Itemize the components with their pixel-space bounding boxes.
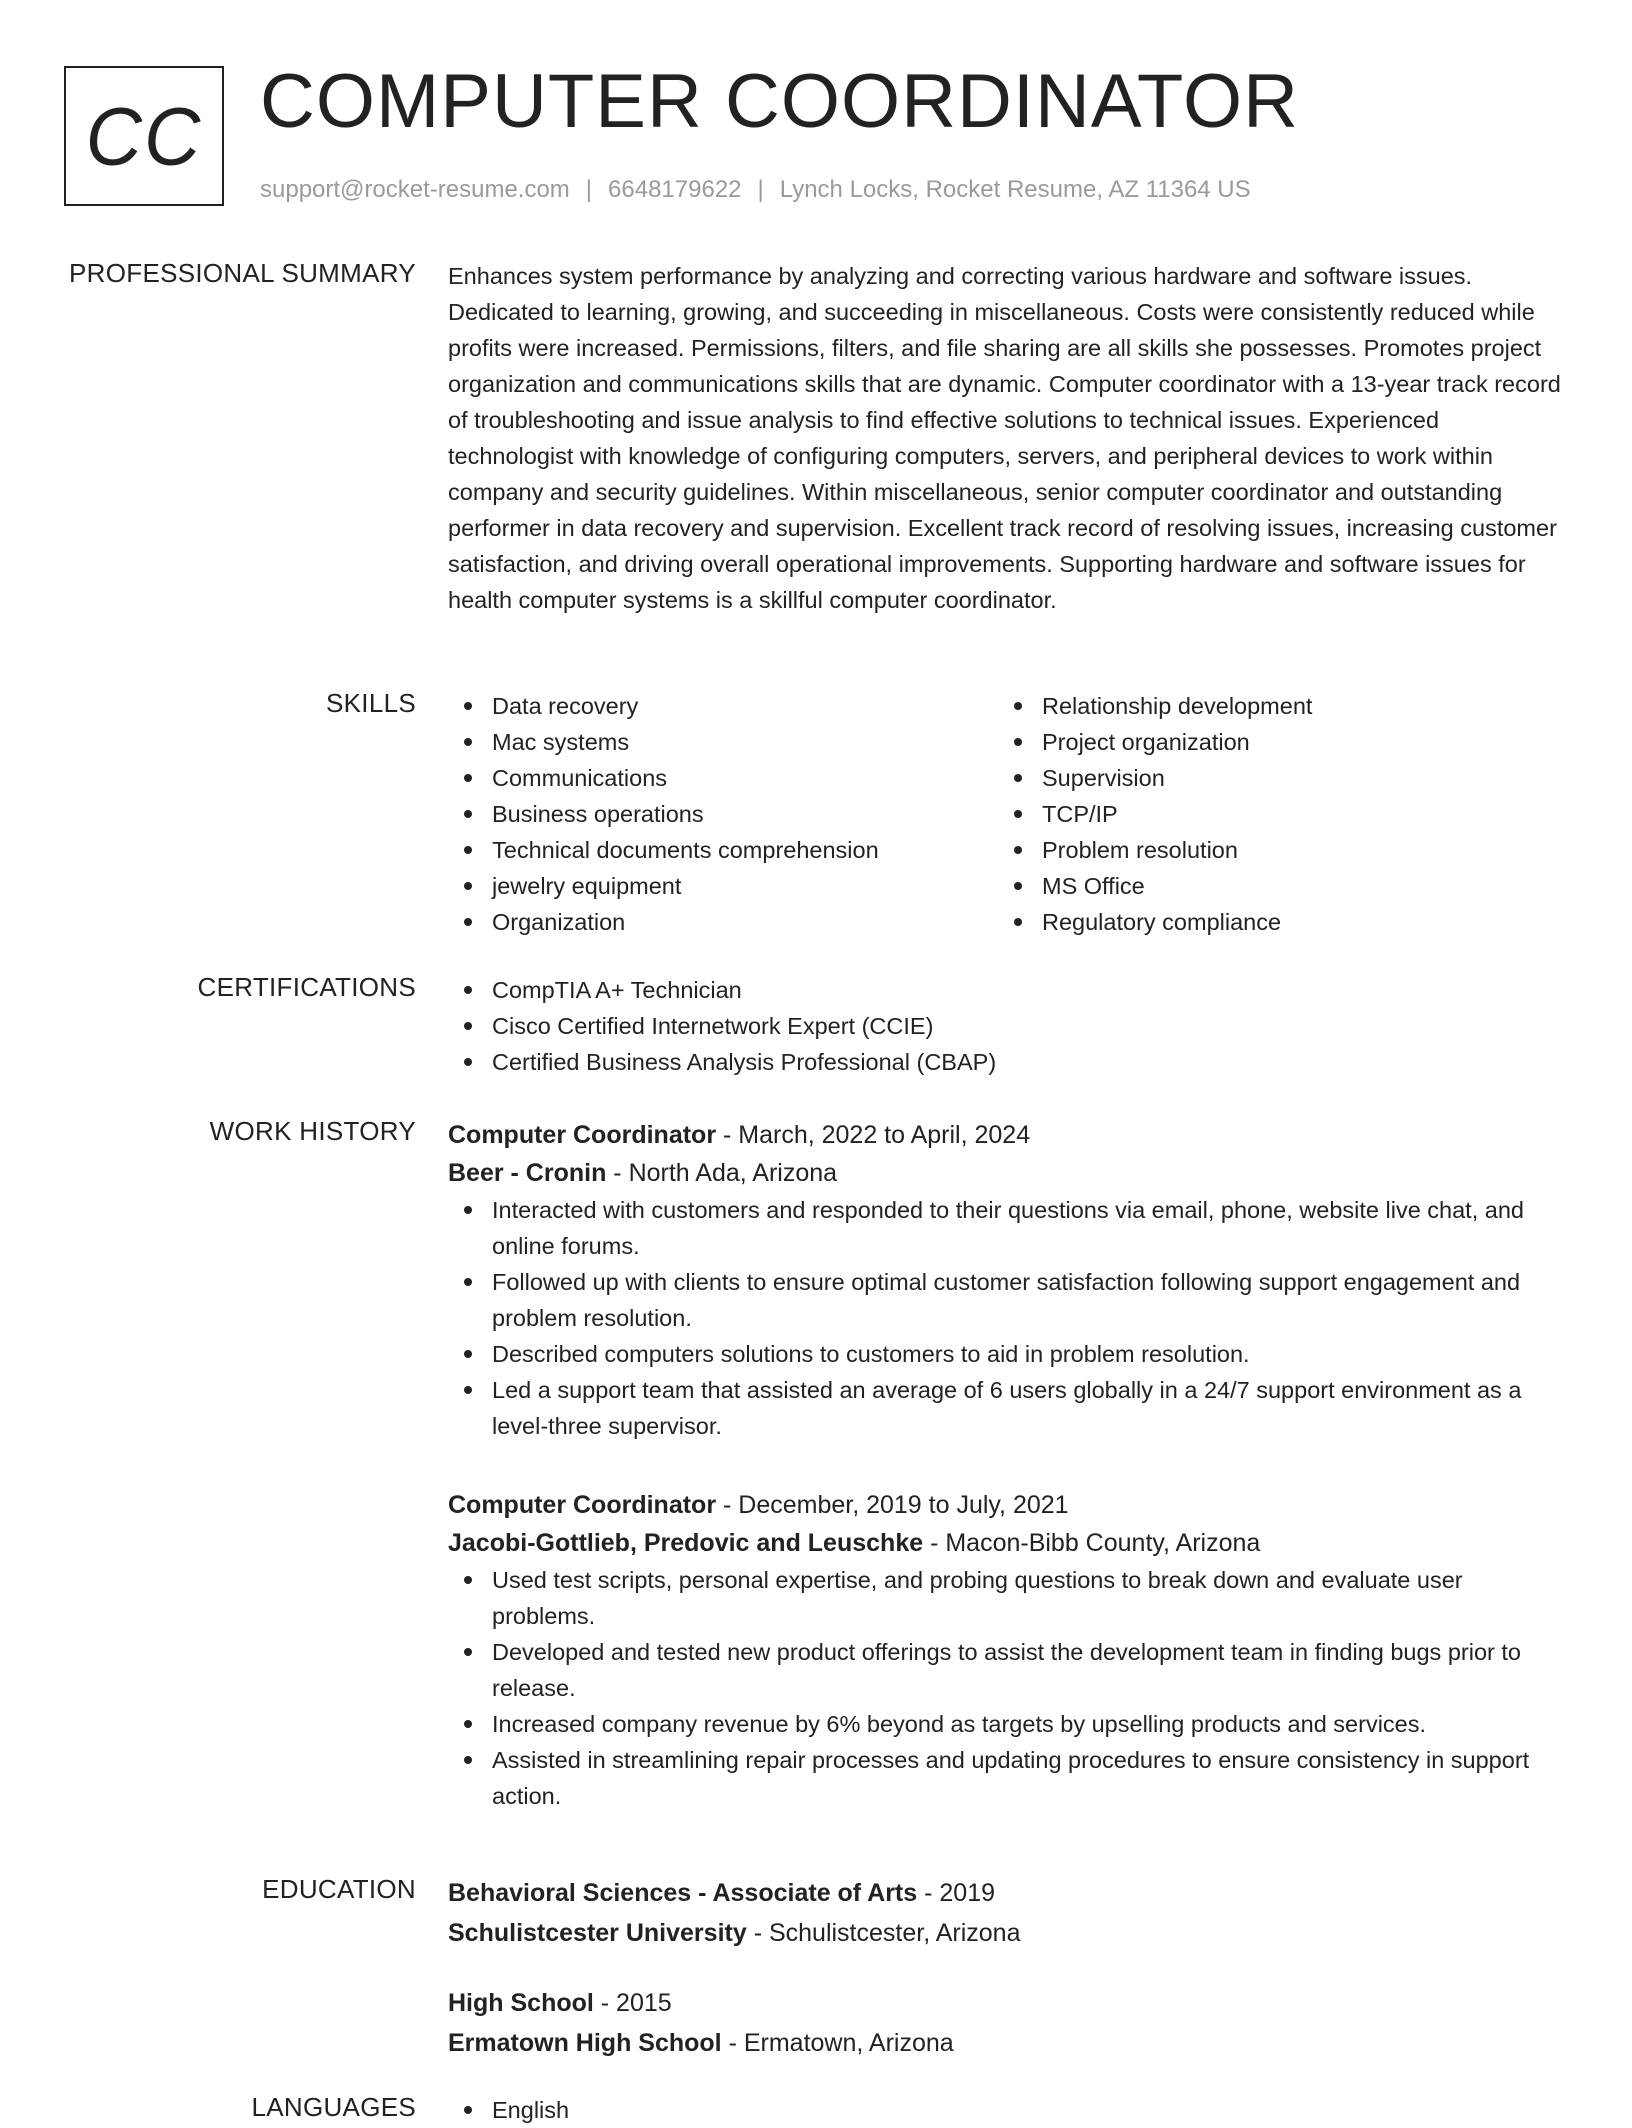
section-label-summary: PROFESSIONAL SUMMARY bbox=[69, 258, 416, 288]
job-bullet: Followed up with clients to ensure optimal customer satisfaction following support engagement and problem resolution. bbox=[448, 1264, 1572, 1336]
skill-item: Communications bbox=[448, 760, 998, 796]
bullet-icon bbox=[464, 810, 472, 818]
bullet-icon bbox=[464, 1720, 472, 1728]
job-bullet: Led a support team that assisted an average of 6 users globally in a 24/7 support environment as a level-three supervisor. bbox=[448, 1372, 1572, 1444]
job-bullet: Described computers solutions to customers to aid in problem resolution. bbox=[448, 1336, 1572, 1372]
skill-item: Supervision bbox=[998, 760, 1548, 796]
job-title-line bbox=[448, 1116, 1568, 1154]
job-company-line bbox=[448, 1154, 1568, 1192]
summary-text: Enhances system performance by analyzing and correcting various hardware and software issues. Dedicated to learning, growing, and succeeding in miscellaneous. Costs were consistently reduced while profits were increased. Permissions, filters, and file sharing are all skills she possesses. Promotes project organization and communications skills that are dynamic. Computer coordinator with a 13-year track record of troubleshooting and issue analysis to find effective solutions to technical issues. Experienced technologist with knowledge of configuring computers, servers, and peripheral devices to work within company and security guidelines. Within miscellaneous, senior computer coordinator and outstanding performer in data recovery and supervision. Excellent track record of resolving issues, increasing customer satisfaction, and driving overall operational improvements. Supporting hardware and software issues for health computer systems is a skillful computer coordinator. bbox=[448, 263, 1561, 613]
monogram-initials: CC bbox=[85, 89, 203, 182]
job-location: - North Ada, Arizona bbox=[606, 1159, 838, 1187]
skill-item: Business operations bbox=[448, 796, 998, 832]
education-school: Schulistcester University bbox=[448, 1919, 747, 1947]
job-bullet: Assisted in streamlining repair processes and updating procedures to ensure consistency in support action. bbox=[448, 1742, 1572, 1814]
certification-item: Cisco Certified Internetwork Expert (CCIE) bbox=[448, 1008, 1568, 1044]
skill-item: Technical documents comprehension bbox=[448, 832, 998, 868]
skill-item: TCP/IP bbox=[998, 796, 1548, 832]
work-body bbox=[448, 1116, 1568, 1814]
bullet-icon bbox=[1014, 810, 1022, 818]
skill-item: Mac systems bbox=[448, 724, 998, 760]
education-degree-line bbox=[448, 1984, 1568, 2022]
resume-name: COMPUTER COORDINATOR bbox=[260, 59, 1299, 144]
contact-phone[interactable]: 6648179622 bbox=[608, 176, 742, 203]
bullet-icon bbox=[464, 1206, 472, 1214]
section-label-languages: LANGUAGES bbox=[251, 2092, 416, 2122]
section-label-skills: SKILLS bbox=[326, 688, 416, 718]
skill-item: Data recovery bbox=[448, 688, 998, 724]
certifications-body bbox=[448, 972, 1568, 1080]
job-entry bbox=[448, 1116, 1568, 1444]
job-title: Computer Coordinator bbox=[448, 1491, 717, 1519]
contact-separator: | bbox=[757, 176, 764, 203]
certification-item: CompTIA A+ Technician bbox=[448, 972, 1568, 1008]
education-entry bbox=[448, 1874, 1568, 1952]
bullet-icon bbox=[464, 702, 472, 710]
job-title-line bbox=[448, 1486, 1568, 1524]
bullet-icon bbox=[1014, 738, 1022, 746]
bullet-icon bbox=[464, 1386, 472, 1394]
languages-list bbox=[448, 2092, 1568, 2128]
skill-item: jewelry equipment bbox=[448, 868, 998, 904]
bullet-icon bbox=[464, 1022, 472, 1030]
education-location: - Ermatown, Arizona bbox=[721, 2029, 954, 2057]
languages-body bbox=[448, 2092, 1568, 2128]
education-body bbox=[448, 1874, 1568, 2062]
certifications-list bbox=[448, 972, 1568, 1080]
bullet-icon bbox=[1014, 846, 1022, 854]
education-entry bbox=[448, 1984, 1568, 2062]
bullet-icon bbox=[1014, 882, 1022, 890]
bullet-icon bbox=[464, 738, 472, 746]
education-degree-line bbox=[448, 1874, 1568, 1912]
bullet-icon bbox=[464, 986, 472, 994]
skills-body bbox=[448, 688, 1568, 940]
bullet-icon bbox=[464, 1576, 472, 1584]
bullet-icon bbox=[1014, 918, 1022, 926]
bullet-icon bbox=[464, 918, 472, 926]
bullet-icon bbox=[464, 846, 472, 854]
bullet-icon bbox=[464, 1278, 472, 1286]
bullet-icon bbox=[464, 1648, 472, 1656]
bullet-icon bbox=[1014, 702, 1022, 710]
certification-item: Certified Business Analysis Professional (CBAP) bbox=[448, 1044, 1568, 1080]
section-label-education: EDUCATION bbox=[262, 1874, 416, 1904]
summary-body bbox=[448, 258, 1568, 618]
education-school-line bbox=[448, 2024, 1568, 2062]
bullet-icon bbox=[464, 882, 472, 890]
skill-item: Regulatory compliance bbox=[998, 904, 1548, 940]
skill-item: Project organization bbox=[998, 724, 1548, 760]
contact-separator: | bbox=[585, 176, 593, 203]
skill-item: Relationship development bbox=[998, 688, 1548, 724]
job-entry bbox=[448, 1486, 1568, 1814]
job-dates: - December, 2019 to July, 2021 bbox=[716, 1491, 1069, 1519]
job-bullet: Interacted with customers and responded to their questions via email, phone, website live chat, and online forums. bbox=[448, 1192, 1572, 1264]
job-location: - Macon-Bibb County, Arizona bbox=[923, 1529, 1261, 1557]
job-dates: - March, 2022 to April, 2024 bbox=[716, 1121, 1031, 1149]
job-company-line bbox=[448, 1524, 1568, 1562]
job-bullets bbox=[448, 1192, 1568, 1444]
section-label-certifications: CERTIFICATIONS bbox=[197, 972, 416, 1002]
language-item: English bbox=[448, 2092, 1568, 2128]
bullet-icon bbox=[464, 1350, 472, 1358]
job-bullet: Developed and tested new product offerings to assist the development team in finding bugs prior to release. bbox=[448, 1634, 1572, 1706]
education-school: Ermatown High School bbox=[448, 2029, 722, 2057]
skill-item: Problem resolution bbox=[998, 832, 1548, 868]
job-bullet: Used test scripts, personal expertise, and probing questions to break down and evaluate user problems. bbox=[448, 1562, 1572, 1634]
job-bullet: Increased company revenue by 6% beyond as targets by upselling products and services. bbox=[448, 1706, 1572, 1742]
skills-list-right bbox=[998, 688, 1548, 940]
education-degree: High School bbox=[448, 1989, 594, 2017]
education-degree: Behavioral Sciences - Associate of Arts bbox=[448, 1879, 918, 1907]
skills-list-left bbox=[448, 688, 998, 940]
skill-item: MS Office bbox=[998, 868, 1548, 904]
contact-address: Lynch Locks, Rocket Resume, AZ 11364 US bbox=[779, 176, 1251, 203]
bullet-icon bbox=[464, 1058, 472, 1066]
contact-line bbox=[260, 176, 1251, 204]
monogram-box bbox=[64, 66, 224, 206]
job-bullets bbox=[448, 1562, 1568, 1814]
section-label-work: WORK HISTORY bbox=[209, 1116, 416, 1146]
job-title: Computer Coordinator bbox=[448, 1121, 717, 1149]
bullet-icon bbox=[464, 1756, 472, 1764]
bullet-icon bbox=[1014, 774, 1022, 782]
bullet-icon bbox=[464, 2106, 472, 2114]
contact-email[interactable]: support@rocket-resume.com bbox=[260, 176, 570, 203]
bullet-icon bbox=[464, 774, 472, 782]
education-location: - Schulistcester, Arizona bbox=[746, 1919, 1021, 1947]
skill-item: Organization bbox=[448, 904, 998, 940]
education-school-line bbox=[448, 1914, 1568, 1952]
education-year: - 2019 bbox=[917, 1879, 996, 1907]
education-year: - 2015 bbox=[593, 1989, 672, 2017]
job-company: Jacobi-Gottlieb, Predovic and Leuschke bbox=[448, 1529, 924, 1557]
job-company: Beer - Cronin bbox=[448, 1159, 607, 1187]
